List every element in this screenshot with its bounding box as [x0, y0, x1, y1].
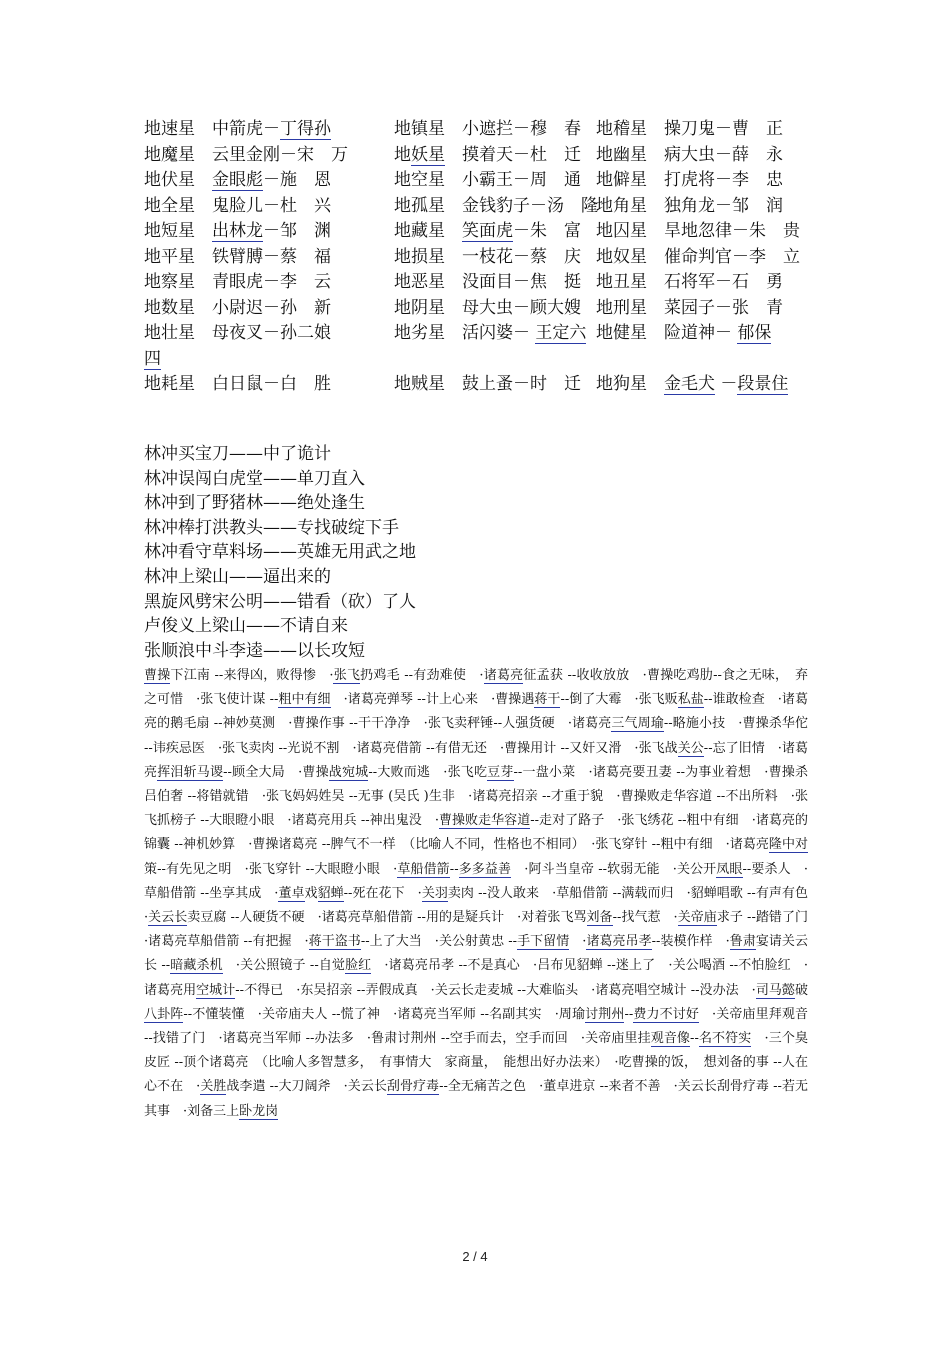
chapter-title: 林冲到了野猪林——绝处逢生 [144, 493, 365, 514]
star-entry: 地短星 出林龙－邹 渊 [144, 221, 331, 241]
chapter-title: 卢俊义上梁山——不请自来 [144, 616, 348, 637]
star-entry: 地数星 小尉迟－孙 新 [144, 297, 331, 318]
star-entry: 地角星 独角龙－邹 润 [596, 195, 783, 216]
star-entry: 地孤星 金钱豹子－汤 隆 [394, 195, 598, 216]
star-row [144, 372, 809, 398]
xiehouyu-text: 曹操下江南 --来得凶，败得惨 ·张飞扔鸡毛 --有劲难使 ·诸葛亮征孟获 --收收放放 ·曹操吃鸡肋--食之无味， 弃之可惜 ·张飞使计谋 --粗中有细 ·诸葛亮弹琴 --计上心来 ·曹操遇蒋干--倒了大霉 ·张飞贩私盐--谁敢检查 ·诸葛亮的鹅毛扇 --神妙莫测 ·曹操作事 --干干净净 ·张飞卖秤锤--人强货硬 ·诸葛亮三气周瑜--略施小技 ·曹操杀华佗 --讳疾忌医 ·张飞卖肉 --光说不割 ·诸葛亮借箭 --有借无还 ·曹操用计 --又奸又滑 ·张飞战关公--忘了旧情 ·诸葛亮挥泪斩马谡--顾全大局 ·曹操战宛城--大败而逃 ·张飞吃豆芽--一盘小菜 ·诸葛亮要丑妻 --为事业着想 ·曹操杀吕伯奢 --将错就错 ·张飞妈妈姓吴 --无事 (吴氏 )生非 ·诸葛亮招亲 --才重于貌 ·曹操败走华容道 --不出所料 ·张飞抓榜子 --大眼瞪小眼 ·诸葛亮用兵 --神出鬼没 ·曹操败走华容道--走对了路子 ·张飞绣花 --粗中有细 ·诸葛亮的锦囊 --神机妙算 ·曹操诸葛亮 --脾气不一样 （比喻人不同，性格也不相同） ·张飞穿针 --粗中有细 ·诸葛亮隆中对策--有先见之明 ·张飞穿针 --大眼瞪小眼 ·草船借箭--多多益善 ·阿斗当皇帝 --软弱无能 ·关公开凤眼--要杀人 ·草船借箭 --坐享其成 ·董卓戏貂蝉--死在花下 ·关羽卖肉 --没人敢来 ·草船借箭 --满载而归 ·貂蝉唱歌 --有声有色 ·关云长卖豆腐 --人硬货不硬 ·诸葛亮草船借箭 --用的是疑兵计 ·对着张飞骂刘备--找气惹 ·关帝庙求子 --踏错了门 ·诸葛亮草船借箭 --有把握 ·蒋干盗书--上了大当 ·关公射黄忠 --手下留情 ·诸葛亮吊孝--装模作样 ·鲁肃宴请关云长 --暗藏杀机 ·关公照镜子 --自觉脸红 ·诸葛亮吊孝 --不是真心 ·吕布见貂蝉 --迷上了 ·关公喝酒 --不怕脸红 ·诸葛亮用空城计--不得已 ·东吴招亲 --弄假成真 ·关云长走麦城 --大难临头 ·诸葛亮唱空城计 --没办法 ·司马懿破八卦阵--不懂装懂 ·关帝庙夫人 --慌了神 ·诸葛亮当军师 --名副其实 ·周瑜讨荆州--费力不讨好 ·关帝庙里拜观音 --找错了门 ·诸葛亮当军师 --办法多 ·鲁肃讨荆州 --空手而去，空手而回 ·关帝庙里挂观音像--名不符实 ·三个臭皮匠 --顶个诸葛亮 （比喻人多智慧多， 有事情大 家商量， 能想出好办法来） ·吃曹操的饭， 想刘备的事 --人在心不在 ·关胜战李遣 --大刀阔斧 ·关云长刮骨疗毒--全无痛苦之色 ·董卓进京 --来者不善 ·关云长刮骨疗毒 --若无其事 ·刘备三上卧龙岗 [144, 668, 821, 1119]
chapter-title-list [144, 442, 804, 663]
star-entry: 地魔星 云里金刚－宋 万 [144, 144, 348, 165]
star-entry: 地稽星 操刀鬼－曹 正 [596, 119, 783, 139]
star-entry: 地妖星 摸着天－杜 迁 [394, 144, 581, 165]
star-row [144, 321, 809, 347]
star-entry: 地贼星 鼓上蚤－时 迁 [394, 374, 581, 394]
star-row [144, 117, 809, 143]
star-row [144, 245, 809, 271]
star-row [144, 219, 809, 245]
star-entry: 地刑星 菜园子－张 青 [596, 297, 783, 318]
star-entry: 地狗星 金毛犬 －段景住 [596, 374, 789, 394]
xiehouyu-paragraph [144, 664, 821, 1124]
star-entry: 地健星 险道神－ 郁保 [596, 323, 772, 343]
chapter-title: 林冲上梁山——逼出来的 [144, 566, 331, 587]
chapter-title: 林冲误闯白虎堂——单刀直入 [144, 468, 365, 489]
star-entry: 地损星 一枝花－蔡 庆 [394, 246, 581, 267]
star-entry-wrap: 四 [144, 348, 161, 369]
chapter-title: 黑旋风劈宋公明——错看（砍）了人 [144, 591, 416, 612]
star-entry: 地僻星 打虎将－李 忠 [596, 170, 783, 190]
star-entry: 地阴星 母大虫－顾大嫂 [394, 297, 581, 318]
chapter-title: 林冲棒打洪教头——专找破绽下手 [144, 517, 399, 538]
star-roster [144, 117, 809, 398]
star-entry: 地奴星 催命判官－李 立 [596, 246, 800, 267]
star-entry: 地劣星 活闪婆－ 王定六 [394, 323, 587, 343]
page-number: 2 / 4 [462, 1249, 488, 1264]
star-entry: 地囚星 旱地忽律－朱 贵 [596, 221, 800, 241]
star-row [144, 270, 809, 296]
star-entry: 地速星 中箭虎－丁得孙 [144, 119, 331, 139]
star-entry: 地耗星 白日鼠－白 胜 [144, 374, 331, 394]
star-entry: 地察星 青眼虎－李 云 [144, 272, 331, 292]
star-row [144, 168, 809, 194]
star-entry: 地幽星 病大虫－薛 永 [596, 144, 783, 165]
chapter-title: 林冲买宝刀——中了诡计 [144, 444, 331, 464]
star-entry: 地壮星 母夜叉－孙二娘 [144, 323, 331, 343]
star-entry: 地伏星 金眼彪－施 恩 [144, 170, 331, 190]
star-row [144, 143, 809, 169]
star-entry: 地平星 铁臂膊－蔡 福 [144, 246, 331, 267]
star-entry: 地镇星 小遮拦－穆 春 [394, 119, 581, 139]
star-row [144, 296, 809, 322]
star-entry: 地藏星 笑面虎－朱 富 [394, 221, 581, 241]
star-entry: 地丑星 石将军－石 勇 [596, 272, 783, 292]
chapter-title: 林冲看守草料场——英雄无用武之地 [144, 542, 416, 563]
star-entry: 地恶星 没面目－焦 挺 [394, 272, 581, 292]
chapter-title: 张顺浪中斗李逵——以长攻短 [144, 640, 365, 661]
star-entry: 地空星 小霸王－周 通 [394, 170, 581, 190]
star-row [144, 194, 809, 220]
star-entry: 地全星 鬼脸儿－杜 兴 [144, 195, 331, 216]
